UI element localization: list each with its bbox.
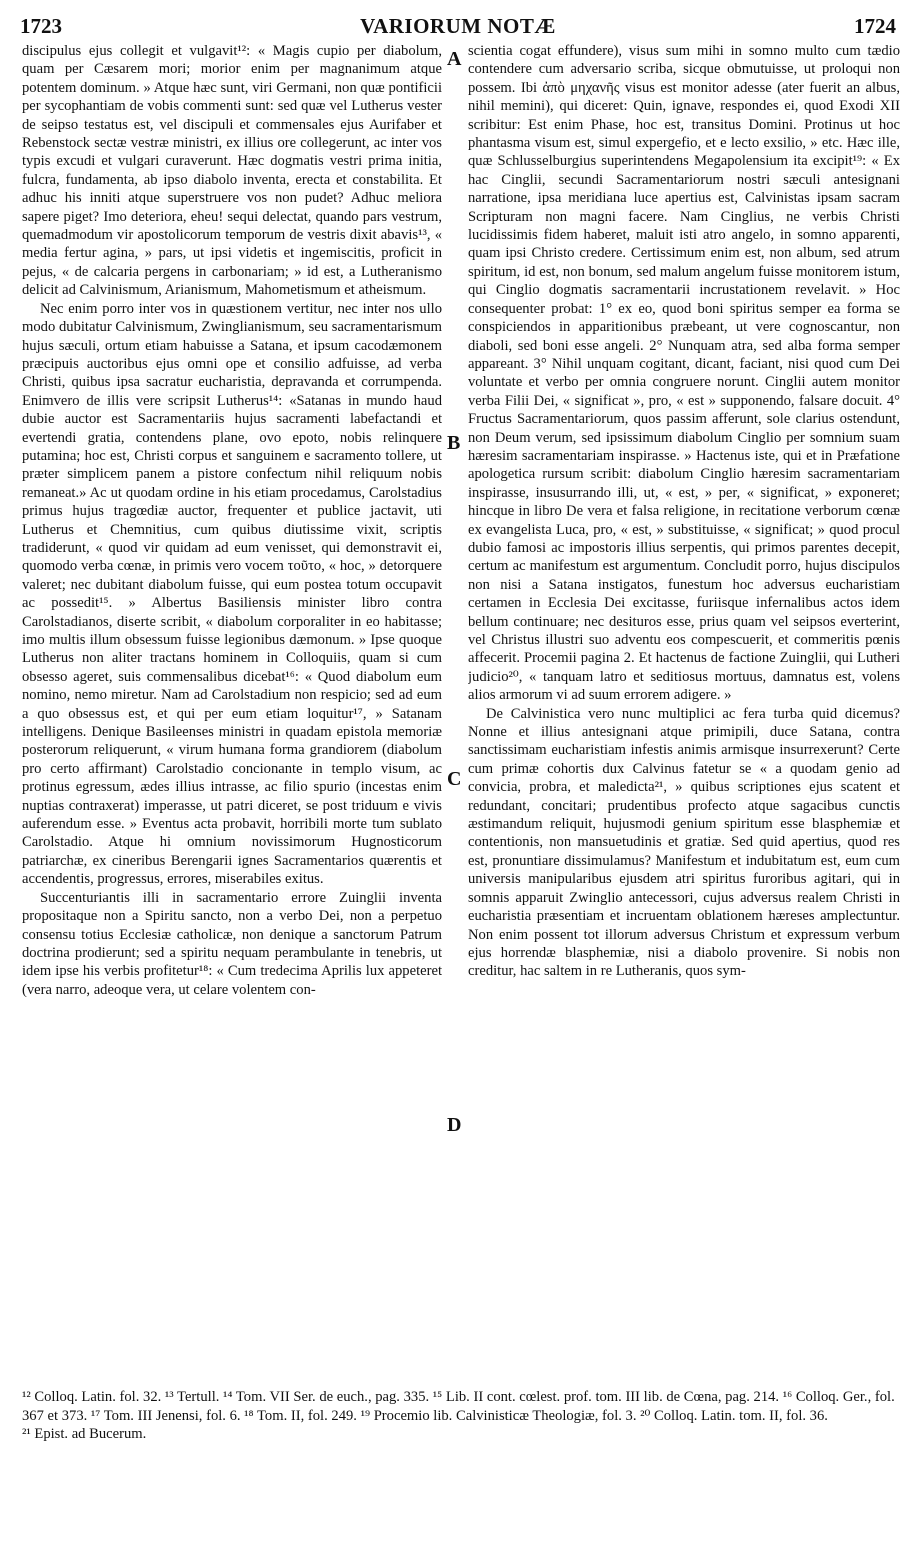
right-column — [468, 42, 900, 1386]
footnote-line: ¹² Colloq. Latin. fol. 32. ¹³ Tertull. ¹⁴ Tom. VII Ser. de euch., pag. 335. ¹⁵ Lib. II cont. cœlest. prof. tom. III lib. de Cœna, pag. 214. ¹⁶ Colloq. Ger., fol. 367 et 373. ¹⁷ Tom. III Jenensi, fol. 6. ¹⁸ Tom. II, fol. 249. ¹⁹ Procemio lib. Calvinisticæ Theologiæ, fol. 3. ²⁰ Colloq. Latin. tom. II, fol. 36. — [22, 1389, 895, 1424]
running-title: VARIORUM NOTÆ — [360, 14, 556, 38]
margin-letter: A — [447, 48, 462, 70]
paragraph: discipulus ejus collegit et vulgavit¹²: « Magis cupio per diabolum, quam per Cæsarem mori; morior enim per magnanimum atque potentem dominum. » Atque hæc sunt, viri Germani, non quæ pontificii per sycophantiam de vobis commenti sunt: sed quæ vel Lutherus vester de seipso testatus est, vel discipuli et commensales ejus Aurifaber et Rebenstock sectæ vestræ ministri, ex illius ore collegerunt, ac inter vos typis excudi et vulgari curaverunt. Hæc dogmatis vestri prima initia, fulcra, fundamenta, ab ipso diabolo inventa, erecta et constabilita. Et adhuc his inniti atque superstruere vos non pudet? Adhuc meliora sapere piget? Imo deteriora, eheu! sequi delectat, quando pars vestrum, quemadmodum vir apostolicorum temporum de vestris dixit abavis¹³, « media fertur agina, » pars, ut ipsi videtis et ingemiscitis, proficit in pejus, « de calcaria pergens in carbonariam; » id est, a Lutheranismo delicit ad Calvinismum, Arianismum, Mahometismum et atheismum. — [22, 43, 442, 299]
margin-letter: D — [447, 1114, 462, 1136]
margin-letter: B — [447, 432, 461, 454]
page-number-right: 1724 — [854, 14, 896, 38]
left-column — [22, 42, 442, 1386]
paragraph: De Calvinistica vero nunc multiplici ac fera turba quid dicemus? Nonne et illius antesignani atque primipili, duce Satana, contra sanctissimam eucharistiam infestis animis armisque insurrexerunt? Certe cum primæ cohortis dux Calvinus fatetur se « a quodam genio ad convicia, probra, et maledicta²¹, » quibus scriptiones ejus scatent et redundant, concitari; prudentibus profecto atque sagacibus cunctis æstimandum reliquit, hujusmodi genium spiritum esse blasphemiæ et contentionis, non mansuetudinis et gratiæ. Sed quid apertius, quod res est, pronuntiare dissimulamus? Manifestum et indubitatum est, eum cum universis manipularibus ejusdem atri spiritus furoribus agitari, qui in somnis apparuit Zwinglio antecessori, cujus adversus realem Christi in eucharistia præsentiam et incruentam oblationem hæreses amplectuntur. Non enim possent tot illorum adversus Christum et expressum verbum ejus horrendæ blasphemiæ, nisi a diabolo provenire. Si nobis non creditur, hac saltem in re Lutheranis, quos sym- — [468, 705, 900, 980]
page-header — [20, 14, 896, 38]
paragraph: scientia cogat effundere), visus sum mihi in somno multo cum tædio contendere cum adversario scriba, sicque obmutuisse, ut proloqui non possem. Ibi ἀπὸ μηχανῆς visus est monitor adesse (ater fuerit an albus, nihil memini), qui diceret: Quin, ignave, respondes ei, quod Exodi XII scribitur: Est enim Phase, hoc est, transitus Domini. Protinus ut hoc phantasma visum est, simul expergefio, et e lecto exsilio, » etc. Hæc ille, quæ Schlusselburgius superintendens Megapolensium ita excipit¹⁹: « Ex hac Cinglii, secundi Sacramentariorum nostri sæculi antesignani narratione, ipsa meridiana luce apertius est, Calvinistas ipsam sacram Scripturam non magni facere. Nam Cinglius, ne verbis Christi lucidissimis fidem haberet, maluit isti atro angelo, in somno apparenti, quam ipsi Christo credere. Certissimum enim est, non album, sed atrum spiritum, id est, non bonum, sed malum angelum fuisse monitorem istum, qui Cinglio dogmatis sacramentarii incrustationem revelavit. » Hoc consequenter probat: 1° ex eo, quod boni spiritus semper ea forma se conspiciendos in apparitionibus præbeant, ut vere cognoscantur, non diaboli, sed boni esse angeli. 2° Nunquam atra, sed alba forma semper appareant. 3° Nihil unquam cogitant, dicant, faciant, nisi quod cum Dei voluntate et verbo per omnia congruere norunt. Cinglii autem monitor verba Filii Dei, « significat », pro, « est » supponendo, falsare docuit. 4° Fructus Sacramentariorum, quos passim afferunt, sole clarius ostendunt, non Deum verum, sed ipsissimum diabolum Cinglio per somnium suam hæresim sacramentariam inspirasse. » Hactenus iste, qui et in Præfatione apologetica rursum scribit: diabolum Cinglio hæresim sacramentariam inspirasse, insusurrando illi, ut, « est, » per, « significat, » exponeret; hincque in libro De vera et falsa religione, in recitatione verborum cœnæ ex evangelista Luca, pro, « est, » substituisse, « significat; » quod procul dubio famosi ac impostoris illius serpentis, qui primos parentes decepit, certum ac manifestum est argumentum. Concludit porro, hujus discipulos non nisi a Satana instigatos, funestum hoc adversus eucharistiam certamen in Ecclesia Dei excitasse, furiisque infernalibus actos idem bellum continuare; nec desituros esse, prius quam vel seipsos everterint, vel Christus illustri suo adventu eos compescuerit, et commeritis pœnis affecerit. Procemii pagina 2. Et hactenus de factione Zuinglii, qui Lutheri judicio²⁰, « tanquam latro et seditiosus mortuus, damnatus est, volens alios armorum vi ad suum errorem adigere. » — [468, 43, 900, 704]
margin-letter: C — [447, 768, 462, 790]
paragraph: Nec enim porro inter vos in quæstionem vertitur, nec inter nos ullo modo dubitatur Calvinismum, Zwinglianismum, seu sacramentarismum hujus sæculi, ortum etiam habuisse a Satana, et ipsum cacodæmonem præcipuis auctoribus ejus omni ope et consilio adfuisse, ad verba Christi, quibus ipsa sacratur eucharistia, depravanda et corrumpenda. Enimvero de illis vere scripsit Lutherus¹⁴: «Satanas in mundo haud dubie auctor est Sacramentariis hujus sacramenti labefactandi et evertendi gratia, contendens plane, ovo epoto, nobis relinquere putamina; hoc est, Christi corpus et sanguinem e sacramento tollere, ut præter simplicem panem a pistore confectum nihil reliquum nobis remaneat.» Ac ut quodam ordine in his etiam procedamus, Carolstadius primus hujus tragœdiæ auctor, frequenter et publice jactavit, uti Lutherus et Chemnitius, cum quibus diutissime vixit, scriptis tradiderunt, « quod vir quidam ad eum venisset, qui demonstravit ei, quomodo verba cœnæ, in primis vero vocem τοῦτο, « hoc, » detorquere valeret; nec dubitant diabolum fuisse, qui eum postea totum occupavit ac possedit¹⁵. » Albertus Basiliensis minister libro contra Carolstadianos, diserte scribit, « diabolum corporaliter in eo habitasse; imo multis illum obsessum fuisse legionibus dæmonum. » Ipse quoque Lutherus non aliter tractans hominem in Colloquiis, quam si cum obsesso ageret, suis commensalibus dicebat¹⁶: « Quod diabolum eum nomino, nemo miretur. Nam ad Carolstadium non respicio; sed ad eum a quo obsessus est, et qui per eum etiam loquitur¹⁷, » Satanam intelligens. Denique Basileenses ministri in quadam epistola memoriæ posterorum reliquerunt, « virum humana forma grandiorem (diabolum pro certo affirmant) Carolstadio concionante in templo visum, ac protinus egressum, ædes illius intrasse, ac filio spurio (incestas enim nuptias contraxerat) imperasse, ut patri diceret, se post triduum e vivis auferendum esse. » Eventus acta probavit, horribili morte tum sublato Carolstadio. Atque hi omnium novissimorum Hugnosticorum patriarchæ, ex cineribus Berengarii ignes Sacramentarios quærentis et accendentis, progressus, errores, miserabiles exitus. — [22, 300, 442, 888]
paragraph: Succenturiantis illi in sacramentario errore Zuinglii inventa propositaque non a Spiritu sancto, non a verbo Dei, non a perpetuo consensu totius Ecclesiæ catholicæ, non denique a sanctorum Patrum doctrina prodierunt; sed a spiritu nequam perambulante in tenebris, ut idem ipse his verbis profitetur¹⁸: « Cum tredecima Aprilis lux appeteret (vera narro, adeoque vera, ut celare volentem con- — [22, 889, 442, 998]
footnotes — [22, 1388, 898, 1444]
page-number-left: 1723 — [20, 14, 62, 38]
footnote-line: ²¹ Epist. ad Bucerum. — [22, 1426, 147, 1443]
